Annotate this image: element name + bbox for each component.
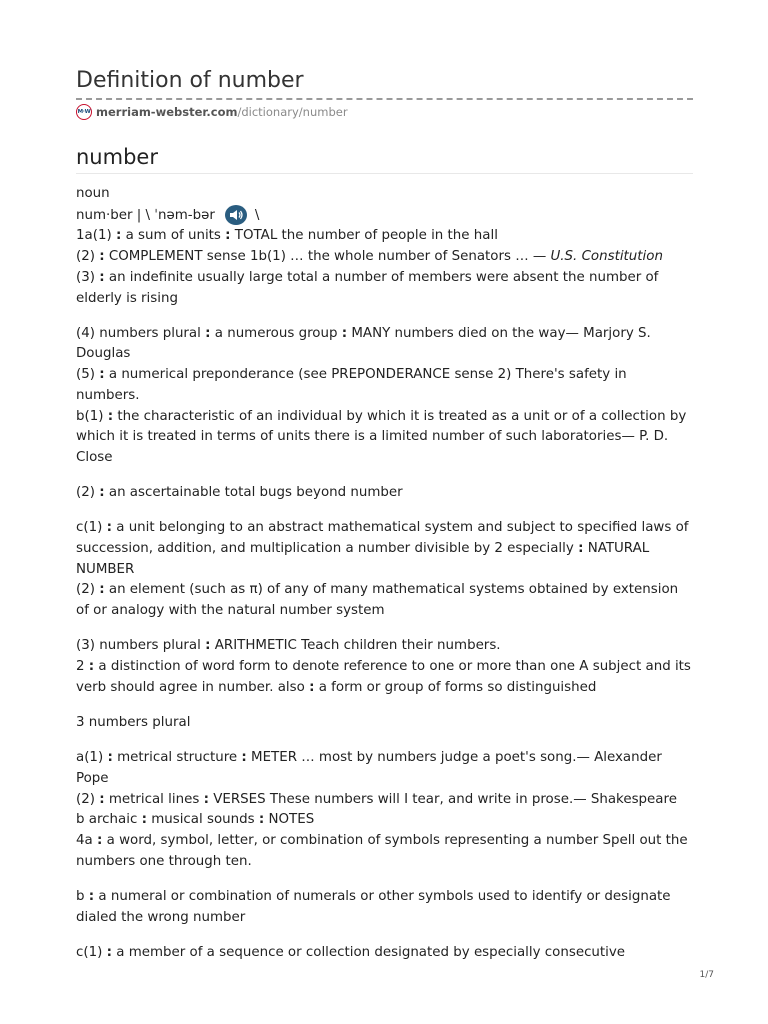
definition-line: a(1) : metrical structure : METER … most by numbers judge a poet's song.— Alexander Pope <box>76 750 662 786</box>
definition-line: (2) : an element (such as π) of any of many mathematical systems obtained by extension of or analogy with the natural number system <box>76 582 679 619</box>
definition-line: (2) : COMPLEMENT sense 1b(1) … the whole number of Senators … — U.S. Constitution <box>76 249 663 265</box>
definition-line: (3) : an indefinite usually large total a number of members were absent the number of elderly is rising <box>76 269 659 306</box>
definition-line: (3) numbers plural : ARITHMETIC Teach children their numbers. <box>76 638 501 654</box>
pronunciation: num·ber | \ ˈnəm-bər \ <box>76 205 693 227</box>
audio-pronunciation-button[interactable] <box>225 205 247 225</box>
definition-line: (4) numbers plural : a numerous group : MANY numbers died on the way— Marjory S. Douglas <box>76 325 651 362</box>
definition-content <box>76 184 693 964</box>
document-page <box>76 66 693 978</box>
definition-line: (5) : a numerical preponderance (see PREPONDERANCE sense 2) There's safety in numbers. <box>76 367 627 403</box>
source-path: /dictionary/number <box>237 105 348 119</box>
page-title: Definition of number <box>76 68 304 93</box>
definition-line: c(1) : a unit belonging to an abstract mathematical system and subject to specified laws of succession, addition, and multiplication a number divisible by 2 especially : NATURAL NUMBER <box>76 520 689 577</box>
definition-line: b : a numeral or combination of numerals or other symbols used to identify or designate dialed the wrong number <box>76 888 671 925</box>
definition-line: b archaic : musical sounds : NOTES <box>76 812 315 828</box>
title-divider <box>76 98 693 100</box>
part-of-speech: noun <box>76 186 110 201</box>
definition-line: c(1) : a member of a sequence or collection designated by especially consecutive <box>76 944 626 960</box>
definition-line: 1a(1) : a sum of units : TOTAL the number of people in the hall <box>76 228 498 244</box>
definition-line: (2) : metrical lines : VERSES These numbers will I tear, and write in prose.— Shakespeare <box>76 791 677 807</box>
entry-headword: number <box>76 145 158 169</box>
definition-line: b(1) : the characteristic of an individual by which it is treated as a unit or of a collection by which it is treated in terms of units there is a limited number of such laboratories— P. D. Close <box>76 408 687 465</box>
definition-line: (2) : an ascertainable total bugs beyond number <box>76 485 403 501</box>
headword-divider <box>76 173 693 174</box>
definition-line: 3 numbers plural <box>76 714 191 730</box>
definition-line: 2 : a distinction of word form to denote reference to one or more than one A subject and its verb should agree in number. also : a form or group of forms so distinguished <box>76 659 691 695</box>
source-link[interactable] <box>76 104 693 120</box>
page-number: 1/7 <box>699 970 714 980</box>
merriam-webster-logo-icon: M·W <box>76 104 92 120</box>
source-domain: merriam-webster.com <box>96 105 238 119</box>
speaker-icon <box>229 209 243 221</box>
definition-line: 4a : a word, symbol, letter, or combination of symbols representing a number Spell out the numbers one through ten. <box>76 832 688 869</box>
